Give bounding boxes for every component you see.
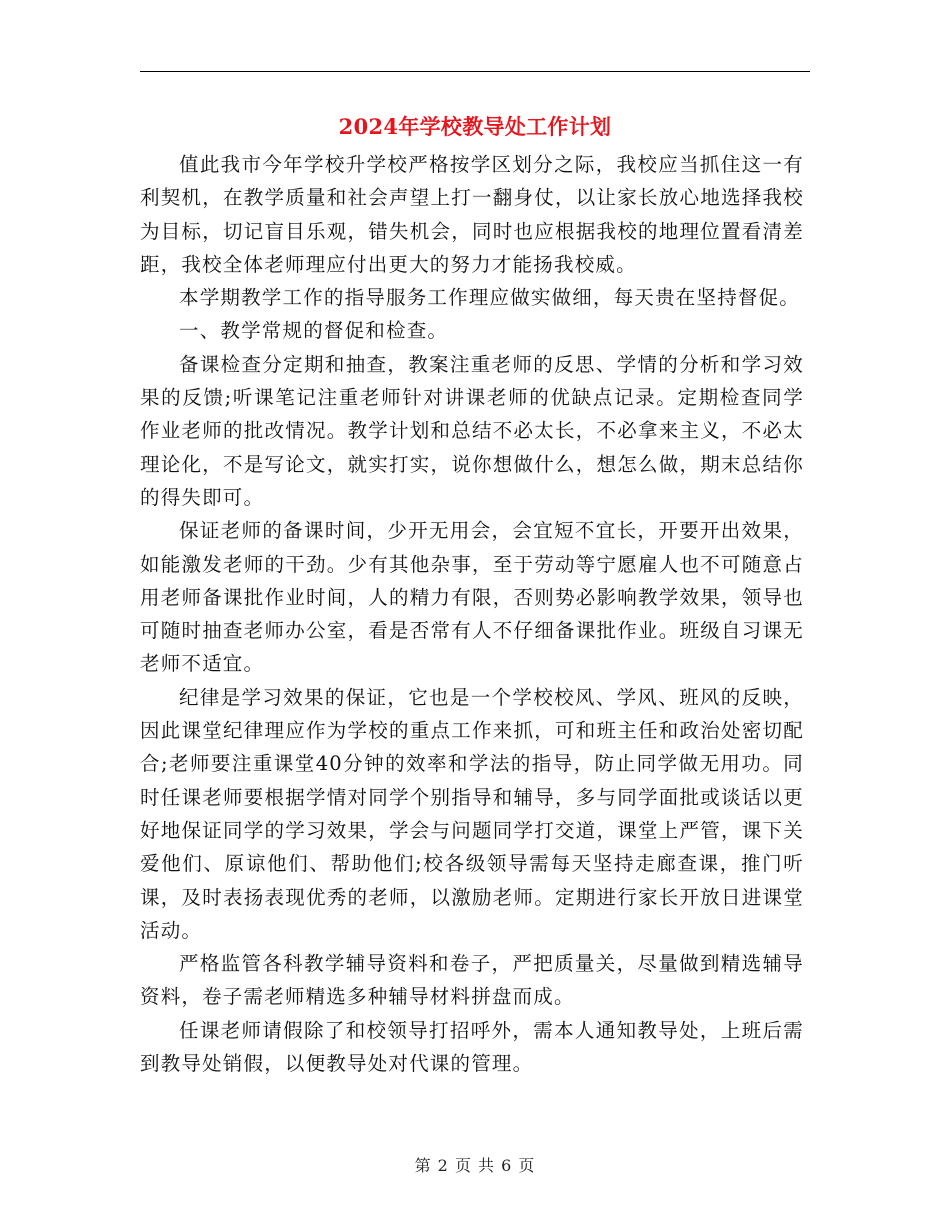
paragraph-materials: 严格监管各科教学辅导资料和卷子，严把质量关，尽量做到精选辅导资料，卷子需老师精选多种辅导材料拼盘而成。: [140, 952, 804, 1009]
paragraph-intro: 值此我市今年学校升学校严格按学区划分之际，我校应当抓住这一有利契机，在教学质量和社会声望上打一翻身仗，以让家长放心地选择我校为目标，切记盲目乐观，错失机会，同时也应根据我校的地理位置看清差距，我校全体老师理应付出更大的努力才能扬我校威。: [140, 153, 804, 276]
paragraph-prep-time: 保证老师的备课时间，少开无用会，会宜短不宜长，开要开出效果，如能激发老师的干劲。少有其他杂事，至于劳动等宁愿雇人也不可随意占用老师备课批作业时间，人的精力有限，否则势必影响教学效果，领导也可随时抽查老师办公室，看是否常有人不仔细备课批作业。班级自习课无老师不适宜。: [140, 519, 804, 676]
document-body: [140, 148, 804, 1080]
page-footer: 第 2 页 共 6 页: [414, 1156, 536, 1175]
document-title: 2024年学校教导处工作计划: [338, 114, 612, 139]
section-heading-routine: 一、教学常规的督促和检查。: [179, 319, 449, 343]
paragraph-leave: 任课老师请假除了和校领导打招呼外，需本人通知教导处，上班后需到教导处销假，以便教导处对代课的管理。: [140, 1018, 804, 1076]
paragraph-guidance: 本学期教学工作的指导服务工作理应做实做细，每天贵在坚持督促。: [179, 286, 801, 310]
paragraph-lesson-prep: 备课检查分定期和抽查，教案注重老师的反思、学情的分析和学习效果的反馈;听课笔记注重老师针对讲课老师的优缺点记录。定期检查同学作业老师的批改情况。教学计划和总结不必太长，不必拿来主义，不必太理论化，不是写论文，就实打实，说你想做什么，想怎么做，期末总结你的得失即可。: [140, 352, 804, 509]
header-rule: [140, 71, 810, 72]
paragraph-discipline: 纪律是学习效果的保证，它也是一个学校校风、学风、班风的反映，因此课堂纪律理应作为学校的重点工作来抓，可和班主任和政治处密切配合;老师要注重课堂40分钟的效率和学法的指导，防止同学做无用功。同时任课老师要根据学情对同学个别指导和辅导，多与同学面批或谈话以更好地保证同学的学习效果，学会与问题同学打交道，课堂上严管，课下关爱他们、原谅他们、帮助他们;校各级领导需每天坚持走廊查课，推门听课，及时表扬表现优秀的老师，以激励老师。定期进行家长开放日进课堂活动。: [140, 685, 804, 942]
